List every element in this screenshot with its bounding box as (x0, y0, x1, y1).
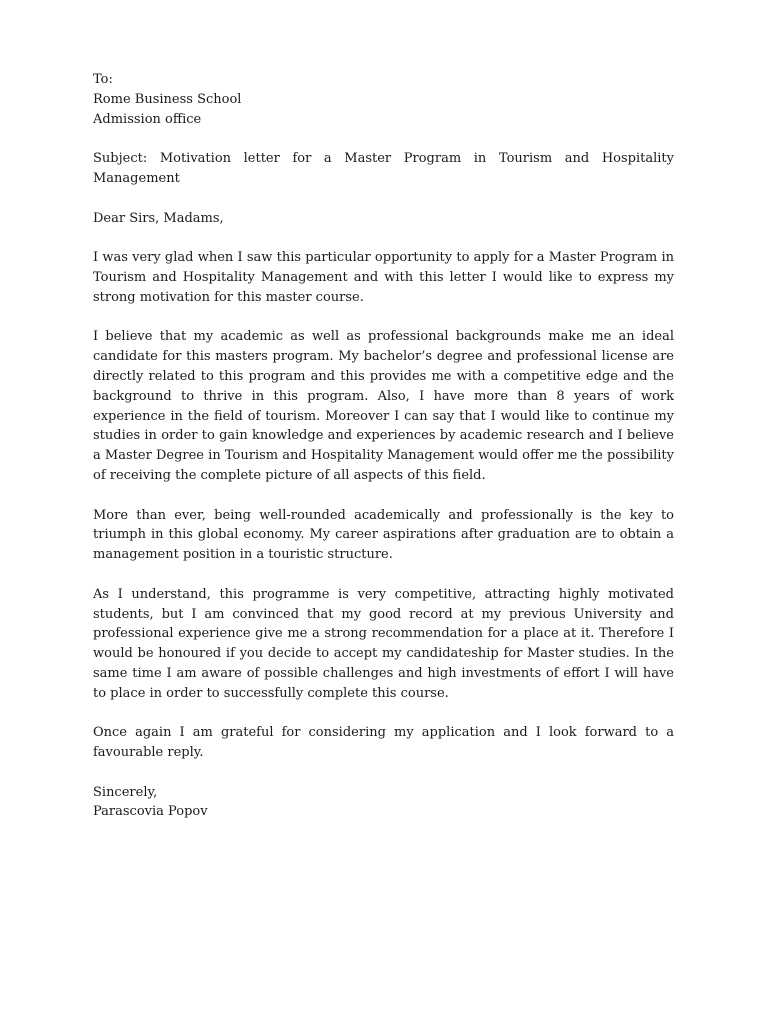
body-paragraph-1: I was very glad when I saw this particular opportunity to apply for a Master Program in Tourism and Hospitality Management and with this letter I would like to express my strong motivation for this master course. (93, 250, 674, 305)
closing-block (93, 783, 674, 823)
letter-page (93, 70, 674, 822)
recipient-organization: Rome Business School (93, 91, 242, 107)
subject-line: Subject: Motivation letter for a Master Program in Tourism and Hospitality Management (93, 151, 674, 186)
recipient-block (93, 70, 674, 129)
signature-name: Parascovia Popov (93, 804, 208, 820)
body-paragraph-3: More than ever, being well-rounded academically and professionally is the key to triumph in this global economy. My career aspirations after graduation are to obtain a management position in a touristic structure. (93, 507, 674, 563)
body-paragraph-4: As I understand, this programme is very competitive, attracting highly motivated students, but I am convinced that my good record at my previous University and professional experience give me a strong recommendation for a place at it. Therefore I would be honoured if you decide to accept my candidateship for Master studies. In the same time I am aware of possible challenges and high investments of effort I will have to place in order to successfully complete this course. (93, 586, 674, 701)
body-paragraph-2: I believe that my academic as well as professional backgrounds make me an ideal candidate for this masters program. My bachelor’s degree and professional license are directly related to this program and this provides me with a competitive edge and the background to thrive in this program. Also, I have more than 8 years of work experience in the field of tourism. Moreover I can say that I would like to continue my studies in order to gain knowledge and experiences by academic research and I believe a Master Degree in Tourism and Hospitality Management would offer me the possibility of receiving the complete picture of all aspects of this field. (93, 329, 674, 483)
body-paragraph-5: Once again I am grateful for considering my application and I look forward to a favourable reply. (93, 725, 674, 761)
recipient-to-label: To: (93, 72, 113, 87)
salutation: Dear Sirs, Madams, (93, 210, 224, 226)
recipient-department: Admission office (93, 111, 202, 127)
closing-phrase: Sincerely, (93, 784, 158, 800)
